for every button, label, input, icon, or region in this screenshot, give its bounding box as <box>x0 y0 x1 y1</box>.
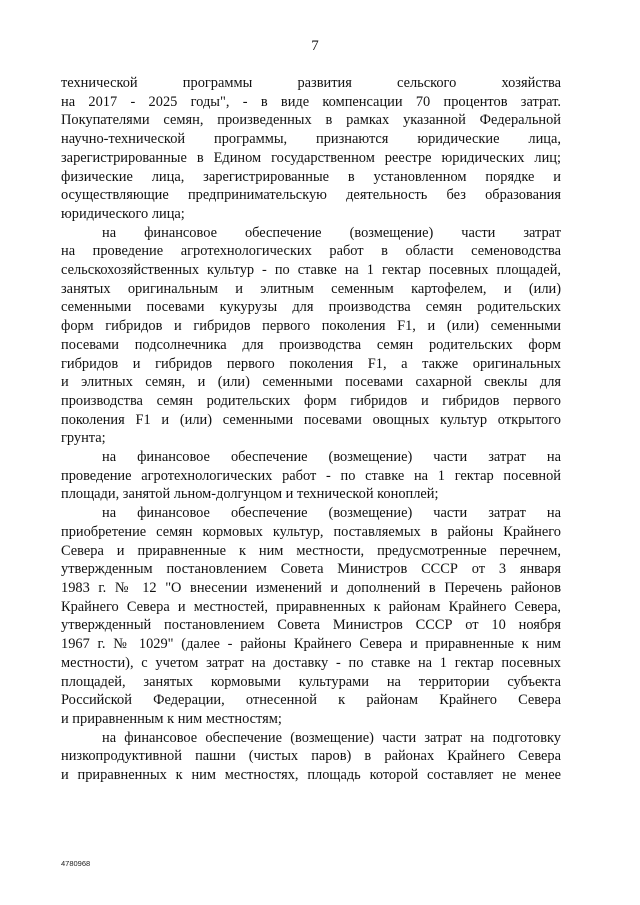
text-line: поколения F1 и (или) семенными посевами овощных культур открытого <box>61 411 561 428</box>
text-line: грунта; <box>61 430 106 447</box>
text-line: на финансовое обеспечение (возмещение) части затрат на <box>102 505 561 522</box>
text-line: научно-технической программы, признаются юридические лица, <box>61 131 561 148</box>
text-line: на финансовое обеспечение (возмещение) части затрат <box>102 224 561 241</box>
text-line: 1983 г. № 12 "О внесении изменений и дополнений в Перечень районов <box>61 579 561 596</box>
text-line: и элитных семян, и (или) семенными посевами сахарной свеклы для <box>61 374 561 391</box>
text-line: площадей, занятых кормовыми культурами на территории субъекта <box>61 673 561 690</box>
text-line: юридического лица; <box>61 205 185 222</box>
text-line: на финансовое обеспечение (возмещение) части затрат на <box>102 449 561 466</box>
text-line: Севера и приравненные к ним местности, предусмотренные перечнем, <box>61 542 561 559</box>
text-line: осуществляющие предпринимательскую деятельность без образования <box>61 187 561 204</box>
text-line: приобретение семян кормовых культур, поставляемых в районы Крайнего <box>61 523 561 540</box>
text-line: технической программы развития сельского хозяйства <box>61 75 561 91</box>
text-line: низкопродуктивной пашни (чистых паров) в районах Крайнего Севера <box>61 748 561 765</box>
text-line: посевами подсолнечника для производства семян родительских форм <box>61 336 561 353</box>
text-line: семенными посевами кукурузы для производства семян родительских <box>61 299 561 316</box>
text-line: форм гибридов и гибридов первого поколения F1, и (или) семенными <box>61 318 561 335</box>
page-number: 7 <box>311 38 319 54</box>
text-line: утвержденным постановлением Совета Министров СССР от 3 января <box>61 561 561 578</box>
text-line: на проведение агротехнологических работ в области семеноводства <box>61 243 561 260</box>
text-line: 1967 г. № 1029" (далее - районы Крайнего Севера и приравненные к ним <box>61 636 561 653</box>
text-line: проведение агротехнологических работ - по ставке на 1 гектар посевной <box>61 467 561 484</box>
text-line: Покупателями семян, произведенных в рамках указанной Федеральной <box>61 112 561 129</box>
text-line: сельскохозяйственных культур - по ставке на 1 гектар посевных площадей, <box>61 262 561 279</box>
text-line: физические лица, зарегистрированные в установленном порядке и <box>61 168 561 185</box>
text-line: производства семян родительских форм гибридов и гибридов первого <box>61 392 561 409</box>
text-line: площади, занятой льном-долгунцом и технической коноплей; <box>61 486 439 503</box>
text-line: гибридов и гибридов первого поколения F1, а также оригинальных <box>61 355 561 372</box>
document-body <box>61 74 561 785</box>
text-line: занятых оригинальным и элитным семенным картофелем, и (или) <box>61 280 561 297</box>
text-line: и приравненным к ним местностям; <box>61 710 282 727</box>
text-line: местности), с учетом затрат на доставку - по ставке на 1 гектар посевных <box>61 654 561 671</box>
text-line: на 2017 - 2025 годы", - в виде компенсации 70 процентов затрат. <box>61 93 561 110</box>
text-line: зарегистрированные в Едином государственном реестре юридических лиц; <box>61 149 561 166</box>
text-line: и приравненных к ним местностях, площадь которой составляет не менее <box>61 767 561 784</box>
text-line: Крайнего Севера и местностей, приравненных к районам Крайнего Севера, <box>61 598 561 615</box>
text-line: на финансовое обеспечение (возмещение) части затрат на подготовку <box>102 729 561 746</box>
text-line: утвержденный постановлением Совета Министров СССР от 10 ноября <box>61 617 561 634</box>
document-code: 4780968 <box>61 859 91 868</box>
text-line: Российской Федерации, отнесенной к районам Крайнего Севера <box>61 692 561 709</box>
